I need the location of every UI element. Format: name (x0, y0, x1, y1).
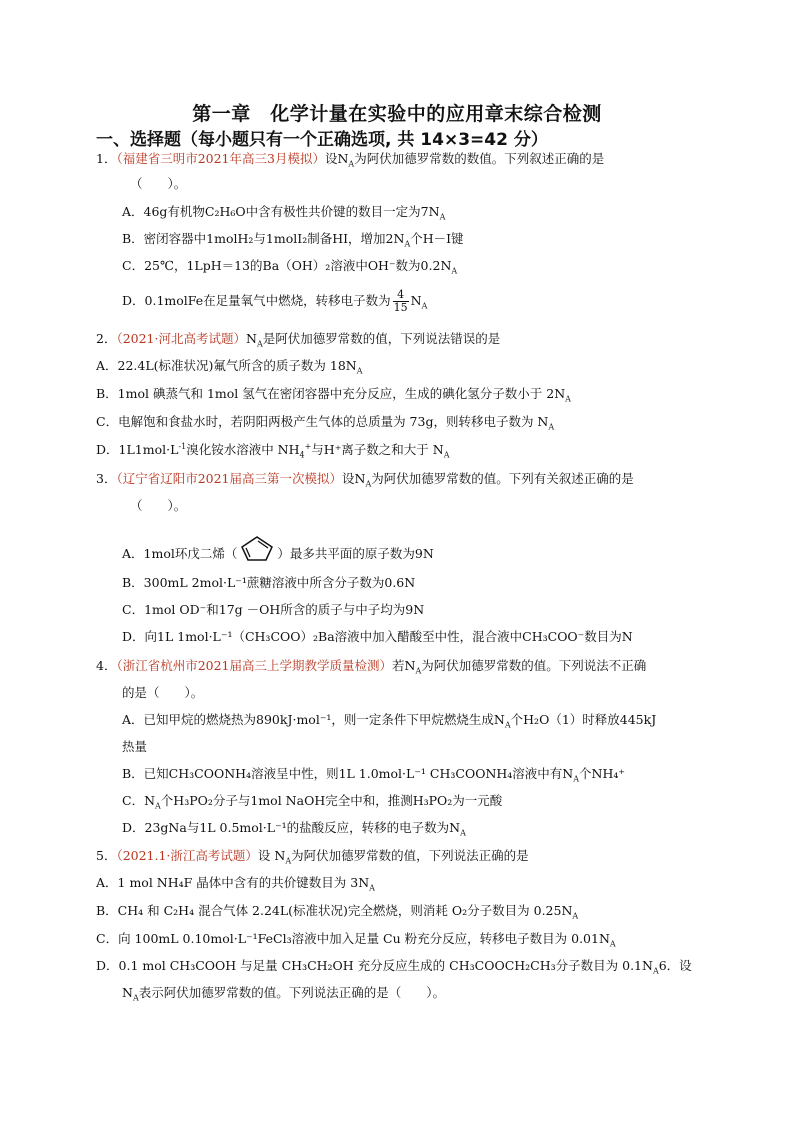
subscript: A (439, 212, 446, 222)
option-b (122, 230, 464, 248)
question-number: 4． (96, 658, 117, 673)
option-text: D．1L1mol·L (96, 442, 179, 457)
option-text: A．1mol环戊二烯（ (122, 546, 238, 561)
option-d (96, 957, 692, 975)
cyclopentadiene-structure-icon (237, 534, 277, 562)
option-text: B．1mol 碘蒸气和 1mol 氢气在密闭容器中充分反应，生成的碘化氢分子数小于 2N (96, 386, 566, 401)
option-text: C．25℃，1LpH＝13的Ba（OH）₂溶液中OH⁻数为0.2N (122, 258, 452, 273)
subscript: A (285, 856, 292, 866)
subscript: A (609, 939, 616, 949)
stem-text: 设N (324, 151, 349, 166)
stem-text: 设 N (257, 848, 286, 863)
option-text: B．CH₄ 和 C₂H₄ 混合气体 2.24L(标准状况)完全燃烧，则消耗 O₂分子数目为 0.25N (96, 903, 573, 918)
question-3-stem (96, 470, 634, 488)
fraction (393, 289, 409, 314)
option-text: 个NH₄⁺ (579, 766, 625, 781)
option-text: 个H₃PO₂分子与1mol NaOH完全中和，推测H₃PO₂为一元酸 (160, 793, 503, 808)
stem-text: 若N (392, 658, 416, 673)
option-text: D．23gNa与1L 0.5mol·L⁻¹的盐酸反应，转移的电子数为N (122, 820, 461, 835)
question-source: （2021.1·浙江高考试题） (116, 848, 258, 863)
stem-text: 为阿伏加德罗常数的数值。下列叙述正确的是 (354, 151, 605, 166)
option-text: 与H⁺离子数之和大于 N (311, 442, 444, 457)
question-6-stem (122, 984, 445, 1002)
option-d (122, 289, 427, 314)
stem-text: 为阿伏加德罗常数的值。下列说法不正确 (421, 658, 647, 673)
option-text: B．已知CH₃COONH₄溶液呈中性，则1L 1.0mol·L⁻¹ CH₃COONH₄溶液中有N (122, 766, 574, 781)
option-a-cont: 热量 (122, 739, 148, 754)
subscript: A (421, 301, 428, 311)
option-text: 个H－I键 (410, 231, 464, 246)
question-1-stem (96, 150, 604, 168)
subscript: A (565, 394, 571, 404)
option-text: A．22.4L(标准状况)氟气所含的质子数为 18N (96, 358, 357, 373)
subscript: A (652, 966, 659, 976)
numerator: 4 (393, 289, 409, 302)
option-d: D．向1L 1mol·L⁻¹（CH₃COO）₂Ba溶液中加入醋酸至中性，混合液中CH₃COO⁻数目为N (122, 629, 633, 644)
question-source: （福建省三明市2021年高三3月模拟） (116, 151, 325, 166)
option-c (122, 257, 457, 275)
subscript: A (404, 239, 411, 249)
option-text: ）最多共平面的原子数为9N (277, 546, 434, 561)
answer-paren: （ ）。 (130, 498, 187, 513)
subscript: A (415, 666, 422, 676)
option-b (96, 902, 578, 920)
stem-text: 为阿伏加德罗常数的值。下列有关叙述正确的是 (371, 471, 634, 486)
option-a (96, 357, 363, 375)
question-4-stem-cont: 的是（ ）。 (122, 685, 204, 700)
option-text: A．已知甲烷的燃烧热为890kJ·mol⁻¹，则一定条件下甲烷燃烧生成N (122, 712, 505, 727)
option-text: 个H₂O（1）时释放445kJ (510, 712, 657, 727)
option-a (122, 711, 656, 729)
denominator: 15 (393, 301, 408, 314)
question-5-stem (96, 847, 529, 865)
option-a (96, 874, 375, 892)
option-text: D．0.1molFe在足量氧气中燃烧，转移电子数为 (122, 293, 391, 308)
answer-paren: （ ）。 (130, 176, 187, 191)
option-text: 溴化铵水溶液中 NH (186, 442, 300, 457)
option-b: B．300mL 2mol·L⁻¹蔗糖溶液中所含分子数为0.6N (122, 575, 416, 590)
option-b (96, 385, 571, 403)
option-text: C．N (122, 793, 156, 808)
option-c: C．1mol OD⁻和17g －OH所含的质子与中子均为9N (122, 602, 425, 617)
subscript: A (348, 159, 355, 169)
section-heading: 一、选择题（每小题只有一个正确选项, 共 14×3=42 分） (96, 130, 548, 150)
stem-text: 为阿伏加德罗常数的值，下列说法正确的是 (291, 848, 529, 863)
question-number: 1． (96, 151, 117, 166)
subscript: A (573, 774, 580, 784)
subscript: A (443, 450, 450, 460)
option-c (96, 930, 616, 948)
option-text: C．向 100mL 0.10mol·L⁻¹FeCl₃溶液中加入足量 Cu 粉充分反应，转移电子数目为 0.01N (96, 931, 610, 946)
option-d: D．$1L1mol\cdot L^{-1}$溴化铵水溶液中 $NH_4^+$与H⁺离子数之和大于 $N_A$ (96, 441, 450, 460)
question-source: （2021·河北高考试题） (116, 331, 246, 346)
subscript: A (548, 422, 555, 432)
question-number: 5． (96, 848, 117, 863)
stem-text: 表示阿伏加德罗常数的值。下列说法正确的是（ ）。 (138, 985, 445, 1000)
option-text: D．0.1 mol CH₃COOH 与足量 CH₃CH₂OH 充分反应生成的 CH₃COOCH₂CH₃分子数目为 0.1N (96, 958, 653, 973)
subscript: A (369, 883, 375, 893)
subscript: A (365, 479, 372, 489)
subscript: A (460, 828, 466, 838)
option-a (122, 203, 445, 221)
question-source: （浙江省杭州市2021届高三上学期教学质量检测） (116, 658, 393, 673)
question-4-stem (96, 657, 646, 675)
stem-text: N (246, 331, 257, 346)
option-text: N (410, 293, 422, 308)
subscript: A (504, 720, 511, 730)
option-text: 6．设 (658, 958, 692, 973)
question-number: 3． (96, 471, 117, 486)
subscript: A (155, 801, 161, 811)
option-d (122, 819, 466, 837)
stem-text: 设N (342, 471, 366, 486)
subscript: A (451, 266, 458, 276)
subscript: A (132, 993, 139, 1003)
subscript: A (572, 911, 579, 921)
stem-text: 是阿伏加德罗常数的值，下列说法错误的是 (262, 331, 501, 346)
question-number: 2． (96, 331, 117, 346)
option-text: B．密闭容器中1molH₂与1molI₂制备HI，增加2N (122, 231, 405, 246)
question-source: （辽宁省辽阳市2021届高三第一次模拟） (116, 471, 343, 486)
option-text: A．1 mol NH₄F 晶体中含有的共价键数目为 3N (96, 875, 370, 890)
subscript: A (256, 339, 263, 349)
subscript: A (356, 366, 363, 376)
option-c (96, 413, 554, 431)
option-text: A．46g有机物C₂H₆O中含有极性共价键的数目一定为7N (122, 204, 440, 219)
stem-text: N (122, 985, 133, 1000)
option-b (122, 765, 625, 783)
option-c (122, 792, 502, 810)
option-a (122, 545, 434, 563)
page-title: 第一章 化学计量在实验中的应用章末综合检测 (192, 103, 602, 125)
option-text: C．电解饱和食盐水时，若阴阳两极产生气体的总质量为 73g，则转移电子数为 N (96, 414, 549, 429)
question-2-stem (96, 330, 500, 348)
